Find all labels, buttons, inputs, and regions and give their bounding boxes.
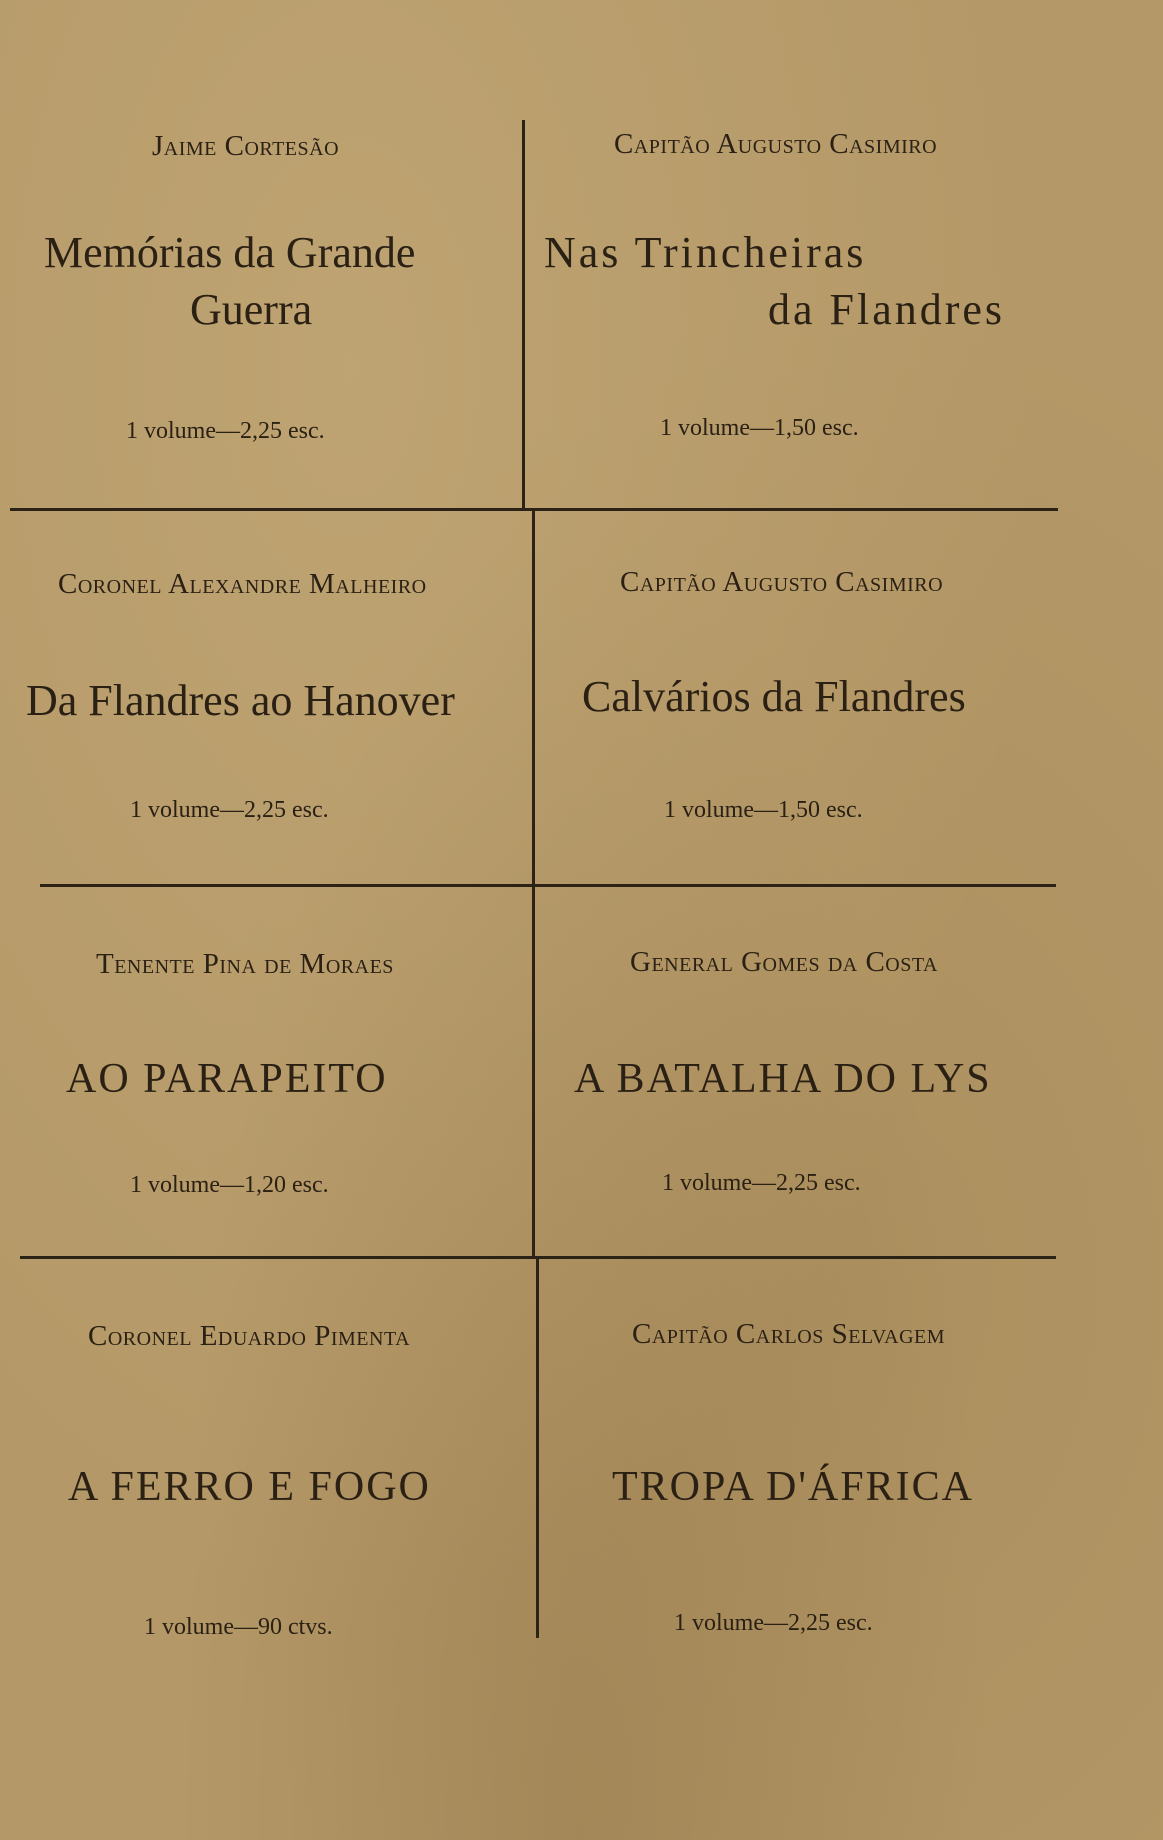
author-pina-de-moraes: Tenente Pina de Moraes [96,948,394,980]
title-batalha-do-lys: A BATALHA DO LYS [574,1056,992,1102]
column-divider-row-4 [536,1258,539,1638]
column-divider-row-2 [532,510,535,888]
price-ferro-e-fogo: 1 volume—90 ctvs. [144,1614,333,1640]
price-memorias: 1 volume—2,25 esc. [126,418,325,444]
title-flandres-hanover: Da Flandres ao Hanover [26,676,455,725]
title-tropa-dafrica: TROPA D'ÁFRICA [612,1464,974,1510]
title-calvarios: Calvários da Flandres [582,672,966,721]
column-divider-row-3 [532,886,535,1256]
author-augusto-casimiro-2: Capitão Augusto Casimiro [620,566,944,598]
author-gomes-da-costa: General Gomes da Costa [630,946,938,978]
author-augusto-casimiro-1: Capitão Augusto Casimiro [614,128,938,160]
title-ao-parapeito: AO PARAPEITO [66,1056,388,1102]
title-trincheiras-line-1: Nas Trincheiras [544,228,867,277]
price-batalha-do-lys: 1 volume—2,25 esc. [662,1170,861,1196]
price-tropa-dafrica: 1 volume—2,25 esc. [674,1610,873,1636]
author-carlos-selvagem: Capitão Carlos Selvagem [632,1318,946,1350]
price-calvarios: 1 volume—1,50 esc. [664,797,863,823]
title-memorias-line-1: Memórias da Grande [44,228,416,277]
author-eduardo-pimenta: Coronel Eduardo Pimenta [88,1320,411,1352]
column-divider-row-1 [522,120,525,510]
row-divider-2 [40,884,1056,887]
author-jaime-cortesao: Jaime Cortesão [152,130,340,162]
title-memorias-line-2: Guerra [190,285,313,334]
author-alexandre-malheiro: Coronel Alexandre Malheiro [58,568,427,600]
title-ferro-e-fogo: A FERRO E FOGO [68,1464,431,1510]
price-trincheiras: 1 volume—1,50 esc. [660,415,859,441]
price-ao-parapeito: 1 volume—1,20 esc. [130,1172,329,1198]
title-trincheiras-line-2: da Flandres [768,285,1006,334]
price-flandres-hanover: 1 volume—2,25 esc. [130,797,329,823]
